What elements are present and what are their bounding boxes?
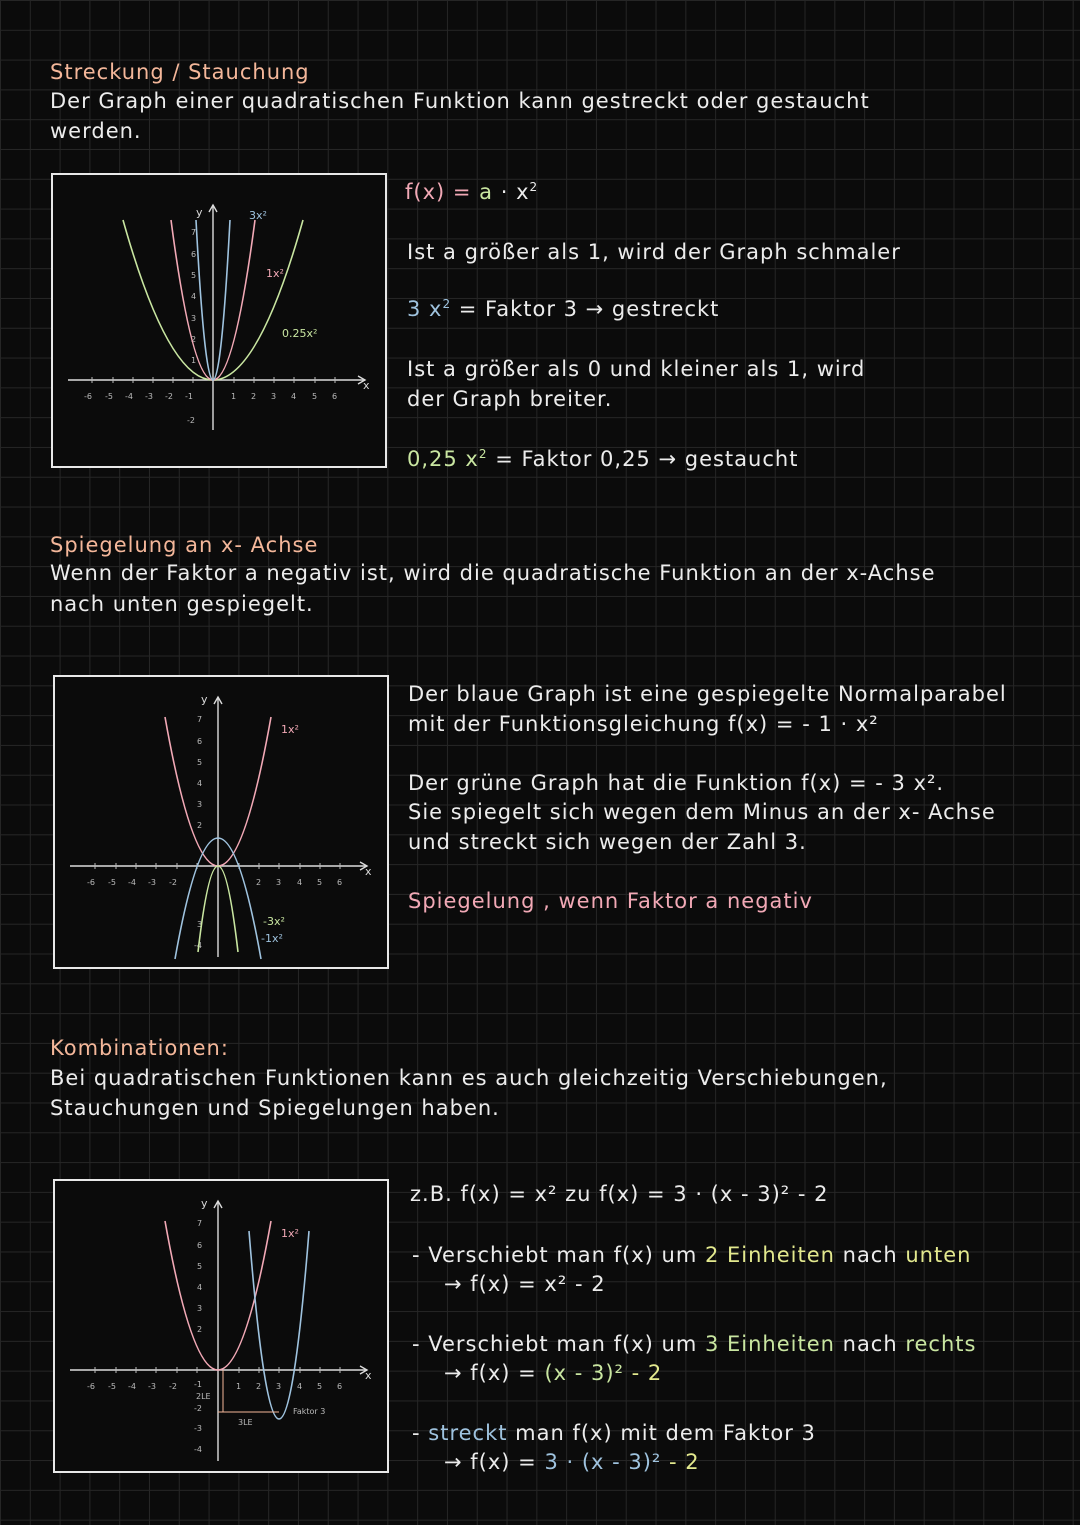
section2-text-line2: nach unten gespiegelt.	[50, 592, 314, 616]
svg-text:4: 4	[297, 1382, 303, 1391]
graph-reflection-svg	[55, 677, 387, 967]
svg-text:-3: -3	[194, 1424, 202, 1433]
x-axis-label: x	[363, 379, 370, 392]
label-3le: 3LE	[238, 1418, 253, 1427]
svg-text:-6: -6	[87, 1382, 95, 1391]
step3-result-down: - 2	[661, 1450, 700, 1474]
step2-result-down: - 2	[623, 1361, 663, 1385]
rule-compress-line2: der Graph breiter.	[407, 387, 613, 411]
section3-text-line2: Stauchungen und Spiegelungen haben.	[50, 1096, 500, 1120]
svg-text:-2: -2	[165, 392, 173, 401]
svg-text:-2: -2	[187, 416, 195, 425]
svg-text:3: 3	[191, 314, 197, 323]
label-1x2: 1x²	[281, 723, 299, 736]
svg-text:-5: -5	[108, 878, 116, 887]
svg-text:5: 5	[197, 1262, 203, 1271]
example-compress: 0,25 $x^2$ = Faktor 0,25 → gestaucht	[407, 447, 799, 471]
svg-text:-2: -2	[169, 878, 177, 887]
svg-text:-4: -4	[194, 941, 202, 950]
svg-text:-5: -5	[105, 392, 113, 401]
example-stretch: 3 $x^2$ = Faktor 3 → gestreckt	[407, 297, 720, 321]
label-factor-3: Faktor 3	[293, 1407, 326, 1416]
section2-text-line1: Wenn der Faktor a negativ ist, wird die quadratische Funktion an der x-Achse	[50, 561, 936, 585]
svg-text:1: 1	[231, 392, 237, 401]
svg-text:2: 2	[191, 335, 197, 344]
label-1x2: 1x²	[281, 1227, 299, 1240]
formula-general: $f(x) = a \cdot x^2$	[405, 180, 539, 204]
step2-result-shift: (x - 3)²	[544, 1361, 624, 1385]
step1	[412, 1243, 971, 1267]
svg-text:-4: -4	[128, 1382, 136, 1391]
svg-text:5: 5	[191, 271, 197, 280]
svg-text:6: 6	[337, 878, 343, 887]
svg-text:5: 5	[317, 878, 323, 887]
green-graph-line2: Sie spiegelt sich wegen dem Minus an der x- Achse	[408, 800, 996, 824]
svg-text:-6: -6	[84, 392, 92, 401]
svg-text:6: 6	[197, 1241, 203, 1250]
svg-text:1: 1	[236, 1382, 242, 1391]
graph-stretch-svg	[53, 175, 385, 466]
y-axis-label: y	[201, 1197, 208, 1210]
svg-text:-1: -1	[194, 1380, 202, 1389]
green-graph-line3: und streckt sich wegen der Zahl 3.	[408, 830, 807, 854]
step1-units: 2 Einheiten	[704, 1243, 835, 1267]
step3-verb: streckt	[428, 1421, 508, 1445]
svg-text:-4: -4	[128, 878, 136, 887]
svg-text:5: 5	[317, 1382, 323, 1391]
svg-text:4: 4	[191, 292, 197, 301]
label-minus-1x2: -1x²	[261, 932, 283, 945]
svg-text:-2: -2	[169, 1382, 177, 1391]
graph-combination-svg	[55, 1181, 387, 1471]
svg-text:-3: -3	[148, 1382, 156, 1391]
blue-graph-line2: mit der Funktionsgleichung f(x) = - 1 · x²	[408, 712, 879, 736]
svg-text:5: 5	[312, 392, 318, 401]
svg-text:2: 2	[256, 1382, 262, 1391]
svg-text:1: 1	[191, 356, 197, 365]
svg-text:-4: -4	[125, 392, 133, 401]
svg-text:7: 7	[197, 715, 203, 724]
section3-text-line1: Bei quadratischen Funktionen kann es auch gleichzeitig Verschiebungen,	[50, 1066, 888, 1090]
section2-heading: Spiegelung an x- Achse	[50, 533, 319, 557]
step3-text: man f(x) mit dem Faktor 3	[507, 1421, 816, 1445]
label-2le: 2LE	[196, 1392, 211, 1401]
step2	[412, 1332, 976, 1356]
green-graph-line1: Der grüne Graph hat die Funktion f(x) = - 3 x².	[408, 771, 945, 795]
section1-text-line2: werden.	[50, 119, 142, 143]
label-minus-3x2: -3x²	[263, 915, 285, 928]
svg-text:7: 7	[197, 1219, 203, 1228]
formula-x: x	[516, 180, 530, 204]
svg-text:3: 3	[197, 1304, 203, 1313]
svg-text:3: 3	[197, 800, 203, 809]
example-stretch-rest: = Faktor 3 → gestreckt	[451, 297, 720, 321]
svg-text:6: 6	[197, 737, 203, 746]
step3-result-prefix: → f(x) =	[444, 1450, 545, 1474]
svg-text:5: 5	[197, 758, 203, 767]
step1-text2: nach	[834, 1243, 906, 1267]
example-compress-rest: = Faktor 0,25 → gestaucht	[487, 447, 799, 471]
svg-text:-6: -6	[87, 878, 95, 887]
graph-combination	[53, 1179, 389, 1473]
svg-text:4: 4	[197, 1283, 203, 1292]
step3: - streckt man f(x) mit dem Faktor 3	[412, 1421, 816, 1445]
step3-result	[444, 1450, 700, 1474]
section1-heading: Streckung / Stauchung	[50, 60, 310, 84]
svg-text:6: 6	[337, 1382, 343, 1391]
svg-text:2: 2	[256, 878, 262, 887]
svg-text:3: 3	[276, 1382, 282, 1391]
label-3x2: 3x²	[249, 209, 267, 222]
svg-text:4: 4	[197, 779, 203, 788]
formula-dot: ·	[493, 180, 517, 204]
svg-text:4: 4	[291, 392, 297, 401]
svg-text:-5: -5	[108, 1382, 116, 1391]
graph-reflection	[53, 675, 389, 969]
rule-compress-line1: Ist a größer als 0 und kleiner als 1, wird	[407, 357, 866, 381]
example-compress-lhs: 0,25 x	[407, 447, 479, 471]
graph-stretch	[51, 173, 387, 468]
svg-text:4: 4	[297, 878, 303, 887]
combination-example: z.B. f(x) = x² zu f(x) = 3 · (x - 3)² - 2	[410, 1182, 829, 1206]
step2-units: 3 Einheiten	[704, 1332, 835, 1356]
label-1x2: 1x²	[266, 267, 284, 280]
step3-result-factor: 3 · (x - 3)²	[544, 1450, 662, 1474]
formula-prefix: f(x) =	[405, 180, 480, 204]
blue-graph-line1: Der blaue Graph ist eine gespiegelte Normalparabel	[408, 682, 1007, 706]
svg-text:2: 2	[251, 392, 257, 401]
svg-text:2: 2	[197, 821, 203, 830]
svg-text:7: 7	[191, 228, 197, 237]
y-axis-label: y	[196, 206, 203, 219]
label-0.25x2: 0.25x²	[282, 327, 318, 340]
step2-result-prefix: → f(x) =	[444, 1361, 545, 1385]
y-axis-label: y	[201, 693, 208, 706]
svg-text:-4: -4	[194, 1445, 202, 1454]
svg-text:3: 3	[276, 878, 282, 887]
step2-text: - Verschiebt man f(x) um	[412, 1332, 705, 1356]
rule-stretch: Ist a größer als 1, wird der Graph schmaler	[407, 240, 901, 264]
step1-direction: unten	[905, 1243, 972, 1267]
svg-text:-1: -1	[185, 392, 193, 401]
svg-text:-3: -3	[145, 392, 153, 401]
section1-text-line1: Der Graph einer quadratischen Funktion kann gestreckt oder gestaucht	[50, 89, 870, 113]
svg-text:6: 6	[332, 392, 338, 401]
svg-text:3: 3	[197, 920, 203, 929]
step1-text: - Verschiebt man f(x) um	[412, 1243, 705, 1267]
step2-direction: rechts	[905, 1332, 977, 1356]
section3-heading: Kombinationen:	[50, 1036, 229, 1060]
step2-result	[444, 1361, 662, 1385]
formula-a: a	[479, 180, 494, 204]
example-stretch-lhs: 3 x	[407, 297, 443, 321]
svg-text:3: 3	[271, 392, 277, 401]
step2-text2: nach	[834, 1332, 906, 1356]
reflection-note: Spiegelung , wenn Faktor a negativ	[408, 889, 813, 913]
x-axis-label: x	[365, 1369, 372, 1382]
svg-text:-2: -2	[194, 1404, 202, 1413]
svg-text:2: 2	[197, 1325, 203, 1334]
x-axis-label: x	[365, 865, 372, 878]
svg-text:-3: -3	[148, 878, 156, 887]
svg-text:6: 6	[191, 250, 197, 259]
step1-result: → f(x) = x² - 2	[444, 1272, 606, 1296]
